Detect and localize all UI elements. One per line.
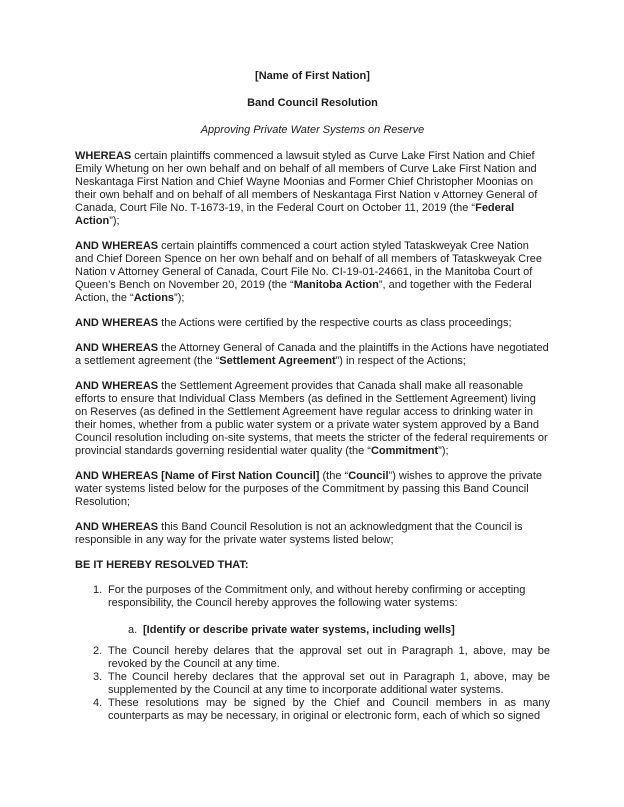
list-marker: 4.	[93, 697, 103, 709]
list-marker: 1.	[93, 584, 103, 596]
resolution-item-3	[75, 671, 550, 697]
whereas-paragraph-settlement-agreement: AND WHEREAS the Attorney General of Canada and the plaintiffs in the Actions have negotiated a settlement agreement (the “Settlement Agreement”) in respect of the Actions;	[75, 342, 549, 367]
resolution-item-4	[75, 697, 550, 723]
list-text: The Council hereby delares that the approval set out in Paragraph 1, above, may be revoked by the Council at any time.	[108, 645, 550, 670]
document-tagline: Approving Private Water Systems on Reserve	[200, 124, 425, 136]
resolutions-list	[75, 584, 550, 723]
list-marker: 2.	[93, 645, 103, 657]
resolved-heading: BE IT HEREBY RESOLVED THAT:	[75, 559, 249, 571]
document-subtitle: Band Council Resolution	[247, 97, 378, 109]
whereas-paragraph-certified: AND WHEREAS the Actions were certified by the respective courts as class proceedings;	[75, 317, 512, 329]
list-text: [Identify or describe private water systems, including wells]	[143, 624, 455, 636]
list-text: The Council hereby declares that the approval set out in Paragraph 1, above, may be supplemented by the Council at any time to incorporate additional water systems.	[108, 671, 550, 696]
whereas-paragraph-manitoba-action: AND WHEREAS certain plaintiffs commenced a court action styled Tataskweyak Cree Nation and Chief Doreen Spence on her own behalf and on behalf of all members of Tataskweyak Cree Nation v Attorney General of Canada, Court File No. CI-19-01-24661, in the Manitoba Court of Queen’s Bench on November 20, 2019 (the “Manitoba Action”, and together with the Federal Action, the “Actions”);	[75, 240, 542, 304]
document-title: [Name of First Nation]	[255, 70, 370, 82]
list-text: These resolutions may be signed by the Chief and Council members in as many counterparts as may be necessary, in original or electronic form, each of which so signed	[108, 697, 550, 722]
list-marker: a.	[128, 624, 138, 636]
resolution-item-1	[75, 584, 550, 610]
resolution-item-2	[75, 645, 550, 671]
whereas-paragraph-council-approval: AND WHEREAS [Name of First Nation Council] (the “Council”) wishes to approve the private water systems listed below for the purposes of the Commitment by passing this Band Council Resolution;	[75, 470, 542, 508]
whereas-paragraph-no-acknowledgment: AND WHEREAS this Band Council Resolution is not an acknowledgment that the Council is responsible in any way for the private water systems listed below;	[75, 521, 523, 546]
whereas-paragraph-commitment: AND WHEREAS the Settlement Agreement provides that Canada shall make all reasonable efforts to ensure that Individual Class Members (as defined in the Settlement Agreement) living on Reserves (as defined in the Settlement Agreement have regular access to drinking water in their homes, whether from a public water system or a private water system approved by a Band Council resolution including on-site systems, that meets the stricter of the federal requirements or provincial standards governing residential water quality (the “Commitment”);	[75, 380, 548, 457]
resolution-subitem-a	[75, 624, 550, 637]
list-marker: 3.	[93, 671, 103, 683]
whereas-paragraph-federal-action: WHEREAS certain plaintiffs commenced a lawsuit styled as Curve Lake First Nation and Chief Emily Whetung on her own behalf and on behalf of all members of Curve Lake First Nation and Neskantaga First Nation and Chief Wayne Moonias and Former Chief Christopher Moonias on their own behalf and on behalf of all members of Neskantaga First Nation v Attorney General of Canada, Court File No. T-1673-19, in the Federal Court on October 11, 2019 (the “Federal Action”);	[75, 150, 538, 227]
list-text: For the purposes of the Commitment only, and without hereby confirming or accepting responsibility, the Council hereby approves the following water systems:	[108, 584, 526, 609]
